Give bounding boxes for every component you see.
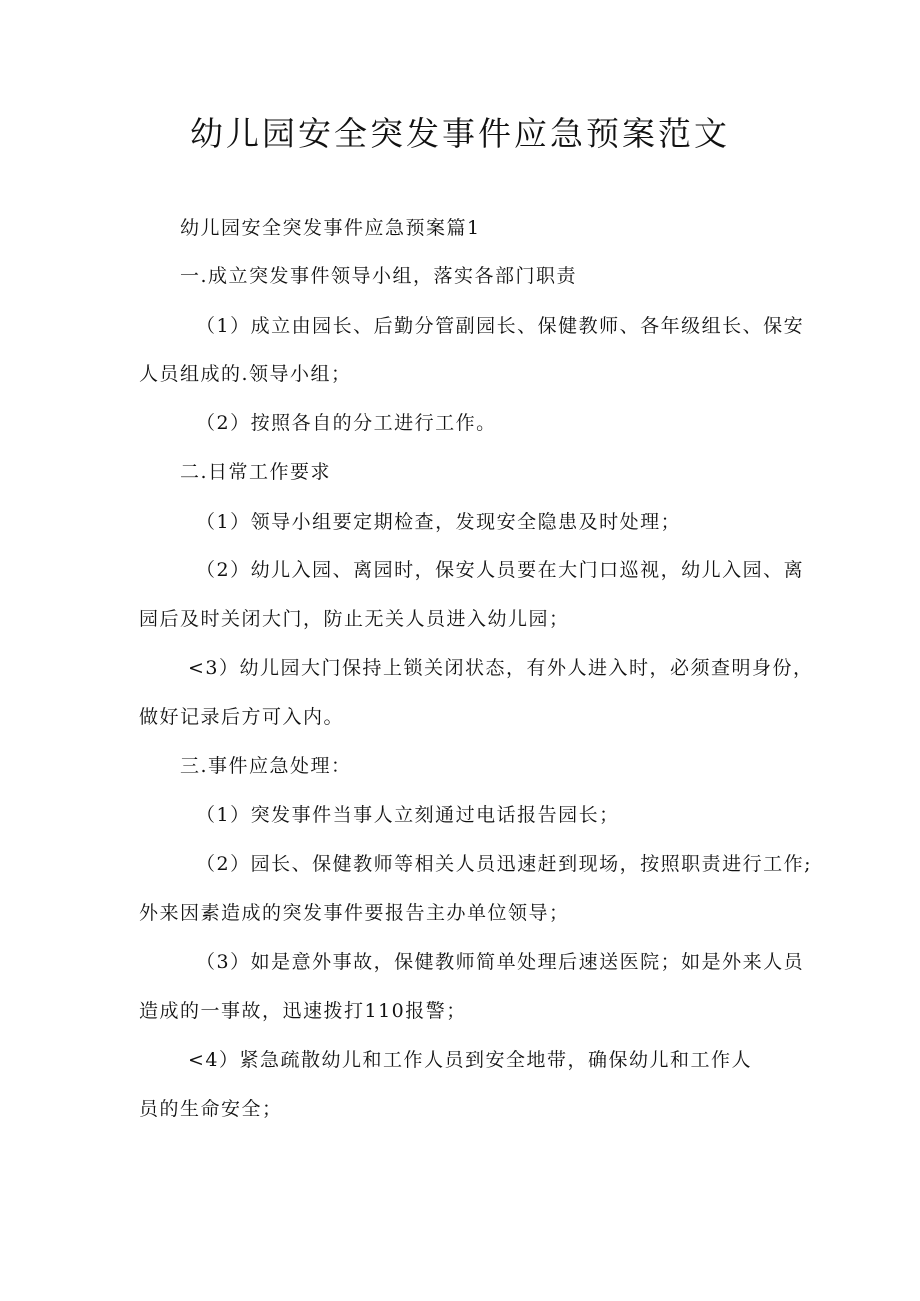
paragraph-line: 员的生命安全；: [139, 1098, 283, 1120]
paragraph-line: （1）领导小组要定期检查，发现安全隐患及时处理；: [196, 511, 682, 533]
paragraph-line: 人员组成的.领导小组；: [139, 363, 352, 385]
paragraph-line: 园后及时关闭大门，防止无关人员进入幼儿园；: [139, 608, 570, 630]
section-heading: 三.事件应急处理：: [180, 755, 352, 777]
paragraph-line: （2）按照各自的分工进行工作。: [196, 412, 497, 434]
paragraph-line: 造成的一事故，迅速拨打110报警；: [139, 1000, 467, 1022]
paragraph-line: <3）幼儿园大门保持上锁关闭状态，有外人进入时，必须查明身份，: [188, 657, 814, 679]
paragraph-line: （1）成立由园长、后勤分管副园长、保健教师、各年级组长、保安: [196, 315, 805, 337]
paragraph-line: （2）园长、保健教师等相关人员迅速赶到现场，按照职责进行工作;: [196, 853, 812, 875]
section-heading: 幼儿园安全突发事件应急预案篇1: [180, 217, 481, 239]
section-heading: 一.成立突发事件领导小组，落实各部门职责: [180, 265, 578, 287]
paragraph-line: <4）紧急疏散幼儿和工作人员到安全地带，确保幼儿和工作人: [188, 1049, 753, 1071]
paragraph-line: （1）突发事件当事人立刻通过电话报告园长；: [196, 804, 620, 826]
section-heading: 二.日常工作要求: [180, 461, 332, 483]
paragraph-line: （3）如是意外事故，保健教师简单处理后速送医院；如是外来人员: [196, 951, 805, 973]
paragraph-line: 外来因素造成的突发事件要报告主办单位领导；: [139, 902, 570, 924]
paragraph-line: （2）幼儿入园、离园时，保安人员要在大门口巡视，幼儿入园、离: [196, 559, 805, 581]
document-title: 幼儿园安全突发事件应急预案范文: [190, 114, 730, 153]
paragraph-line: 做好记录后方可入内。: [139, 706, 345, 728]
